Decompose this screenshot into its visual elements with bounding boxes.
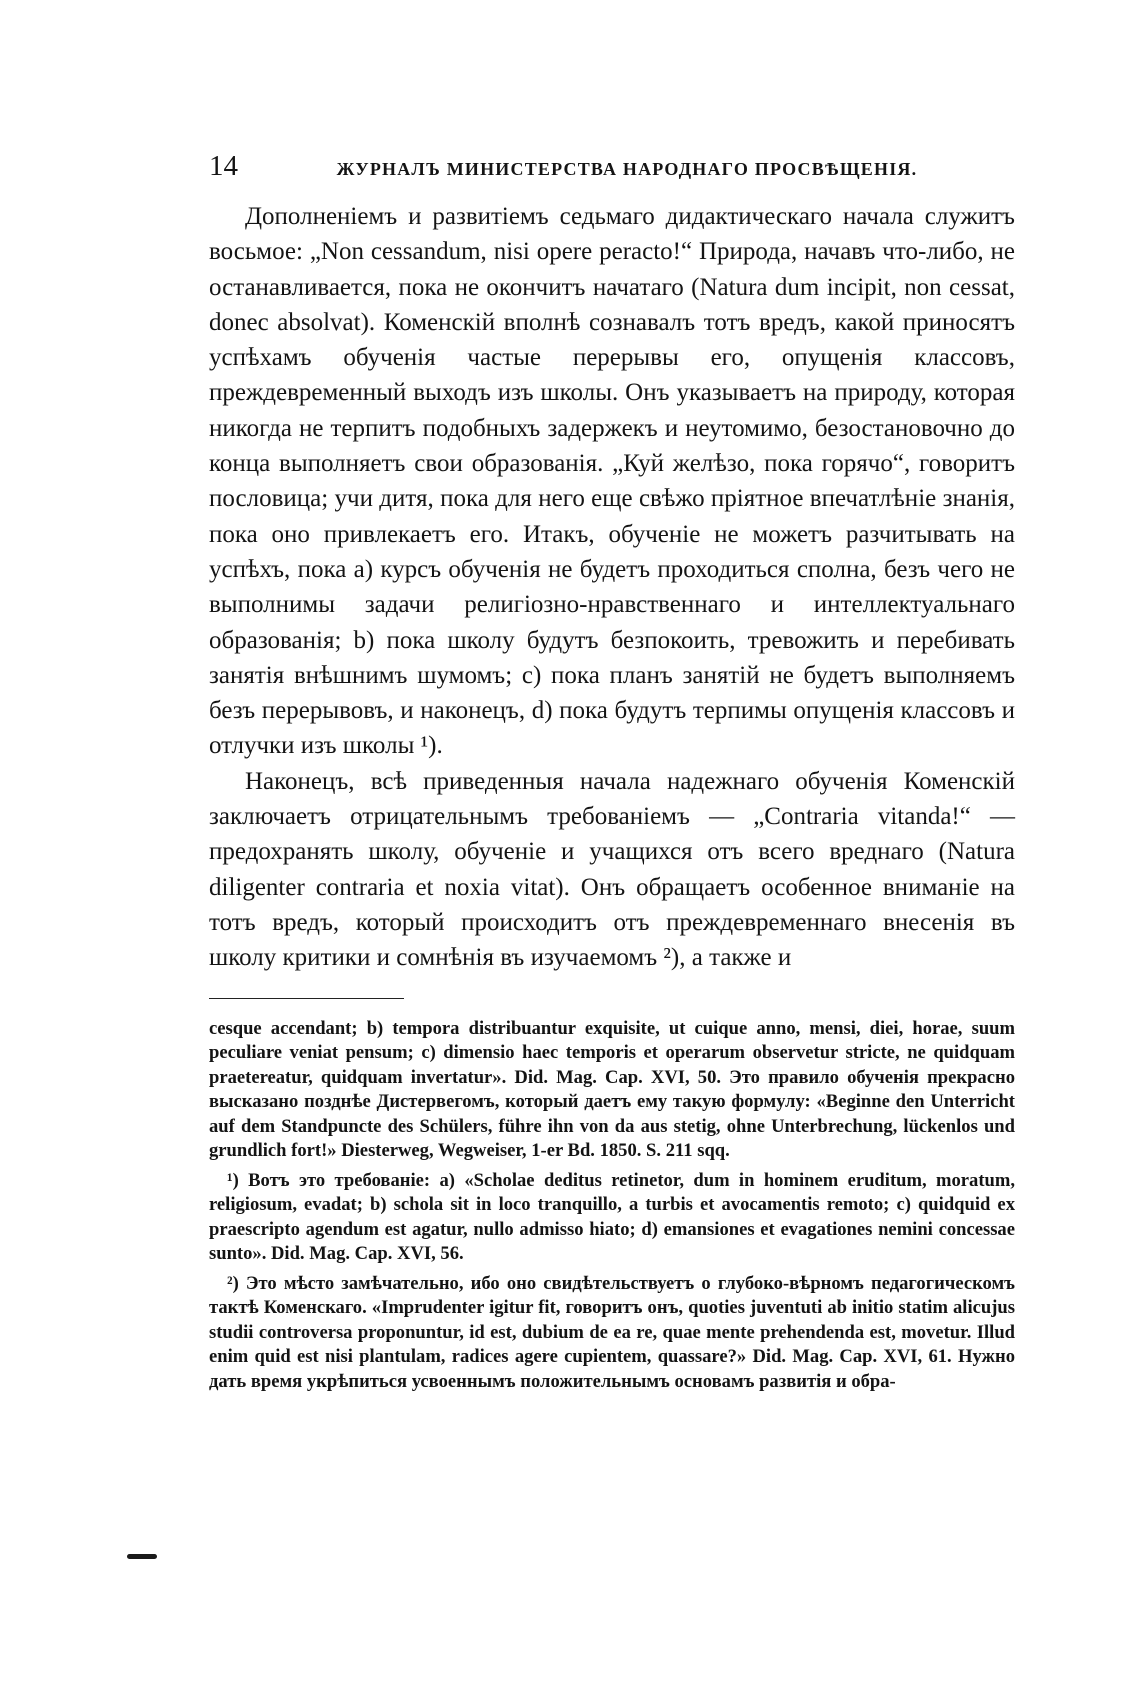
page-header bbox=[209, 150, 1015, 184]
main-text bbox=[209, 199, 1015, 976]
paragraph-2: Наконецъ, всѣ приведенныя начала надежнаго обученія Коменскій заключаетъ отрицательнымъ требованіемъ — „Contraria vitanda!“ — предохранять школу, обученіе и учащихся отъ всего вреднаго (Natura diligenter contraria et noxia vitat). Онъ обращаетъ особенное вниманіе на тотъ вредъ, который происходитъ отъ преждевременнаго внесенія въ школу критики и сомнѣнія въ изучаемомъ ²), а также и bbox=[209, 767, 1015, 972]
book-page bbox=[209, 150, 1015, 1399]
footnote-1: ¹) Вотъ это требованіе: a) «Scholae deditus retinetor, dum in hominem eruditum, moratum, religiosum, evadat; b) schola sit in loco tranquillo, a turbis et avocamentis remoto; c) quidquid ex praescripto agendum est agatur, nullo admisso hiato; d) emansiones et evagationes nemini concessae sunto». Did. Mag. Cap. XVI, 56. bbox=[209, 1169, 1015, 1265]
footnotes bbox=[209, 1017, 1015, 1395]
footnote-continuation: cesque accendant; b) tempora distribuantur exquisite, ut cuique anno, mensi, diei, horae, suum peculiare veniat pensum; c) dimensio haec temporis et operarum observetur stricte, ne quidquam praetereatur, quidquam invertatur». Did. Mag. Cap. XVI, 50. Это правило обученія прекрасно высказано позднѣе Дистервегомъ, который даетъ ему такую формулу: «Beginne den Unterricht auf dem Standpuncte des Schülers, führe ihn von da aus stetig, ohne Unterbrechung, lückenlos und grundlich fort!» Diesterweg, Wegweiser, 1-er Bd. 1850. S. 211 sqq. bbox=[209, 1017, 1015, 1162]
footnote-divider bbox=[209, 998, 404, 999]
margin-mark bbox=[127, 1554, 157, 1559]
page-number: 14 bbox=[209, 150, 238, 182]
running-head: ЖУРНАЛЪ МИНИСТЕРСТВА НАРОДНАГО ПРОСВѢЩЕНІЯ. bbox=[336, 159, 918, 179]
paragraph-1: Дополненіемъ и развитіемъ седьмаго дидактическаго начала служитъ восьмое: „Non cessandum, nisi opere peracto!“ Природа, начавъ что-либо, не останавливается, пока не окончитъ начатаго (Natura dum incipit, non cessat, donec absolvat). Коменскій вполнѣ сознавалъ тотъ вредъ, какой приносятъ успѣхамъ обученія частые перерывы его, опущенія классовъ, преждевременный выходъ изъ школы. Онъ указываетъ на природу, которая никогда не терпитъ подобныхъ задержекъ и неутомимо, безостановочно до конца выполняетъ свои образованія. „Куй желѣзо, пока горячо“, говоритъ пословица; учи дитя, пока для него еще свѣжо пріятное впечатлѣніе знанія, пока оно привлекаетъ его. Итакъ, обученіе не можетъ разчитывать на успѣхъ, пока а) курсъ обученія не будетъ проходиться сполна, безъ чего не выполнимы задачи религіозно-нравственнаго и интеллектуальнаго образованія; b) пока школу будутъ безпокоить, тревожить и перебивать занятія внѣшнимъ шумомъ; с) пока планъ занятій не будетъ выполняемъ безъ перерывовъ, и наконецъ, d) пока будутъ терпимы опущенія классовъ и отлучки изъ школы ¹). bbox=[209, 203, 1015, 760]
footnote-2: ²) Это мѣсто замѣчательно, ибо оно свидѣтельствуетъ о глубоко-вѣрномъ педагогическомъ тактѣ Коменскаго. «Imprudenter igitur fit, говоритъ онъ, quoties juventuti ab initio statim alicujus studii controversa proponuntur, id est, dubium de ea re, quae mente prehendenda est, movetur. Illud enim quid est nisi plantulam, radices agere cupientem, quassare?» Did. Mag. Cap. XVI, 61. Нужно дать время укрѣпиться усвоеннымъ положительнымъ основамъ развитія и обра- bbox=[209, 1272, 1015, 1392]
